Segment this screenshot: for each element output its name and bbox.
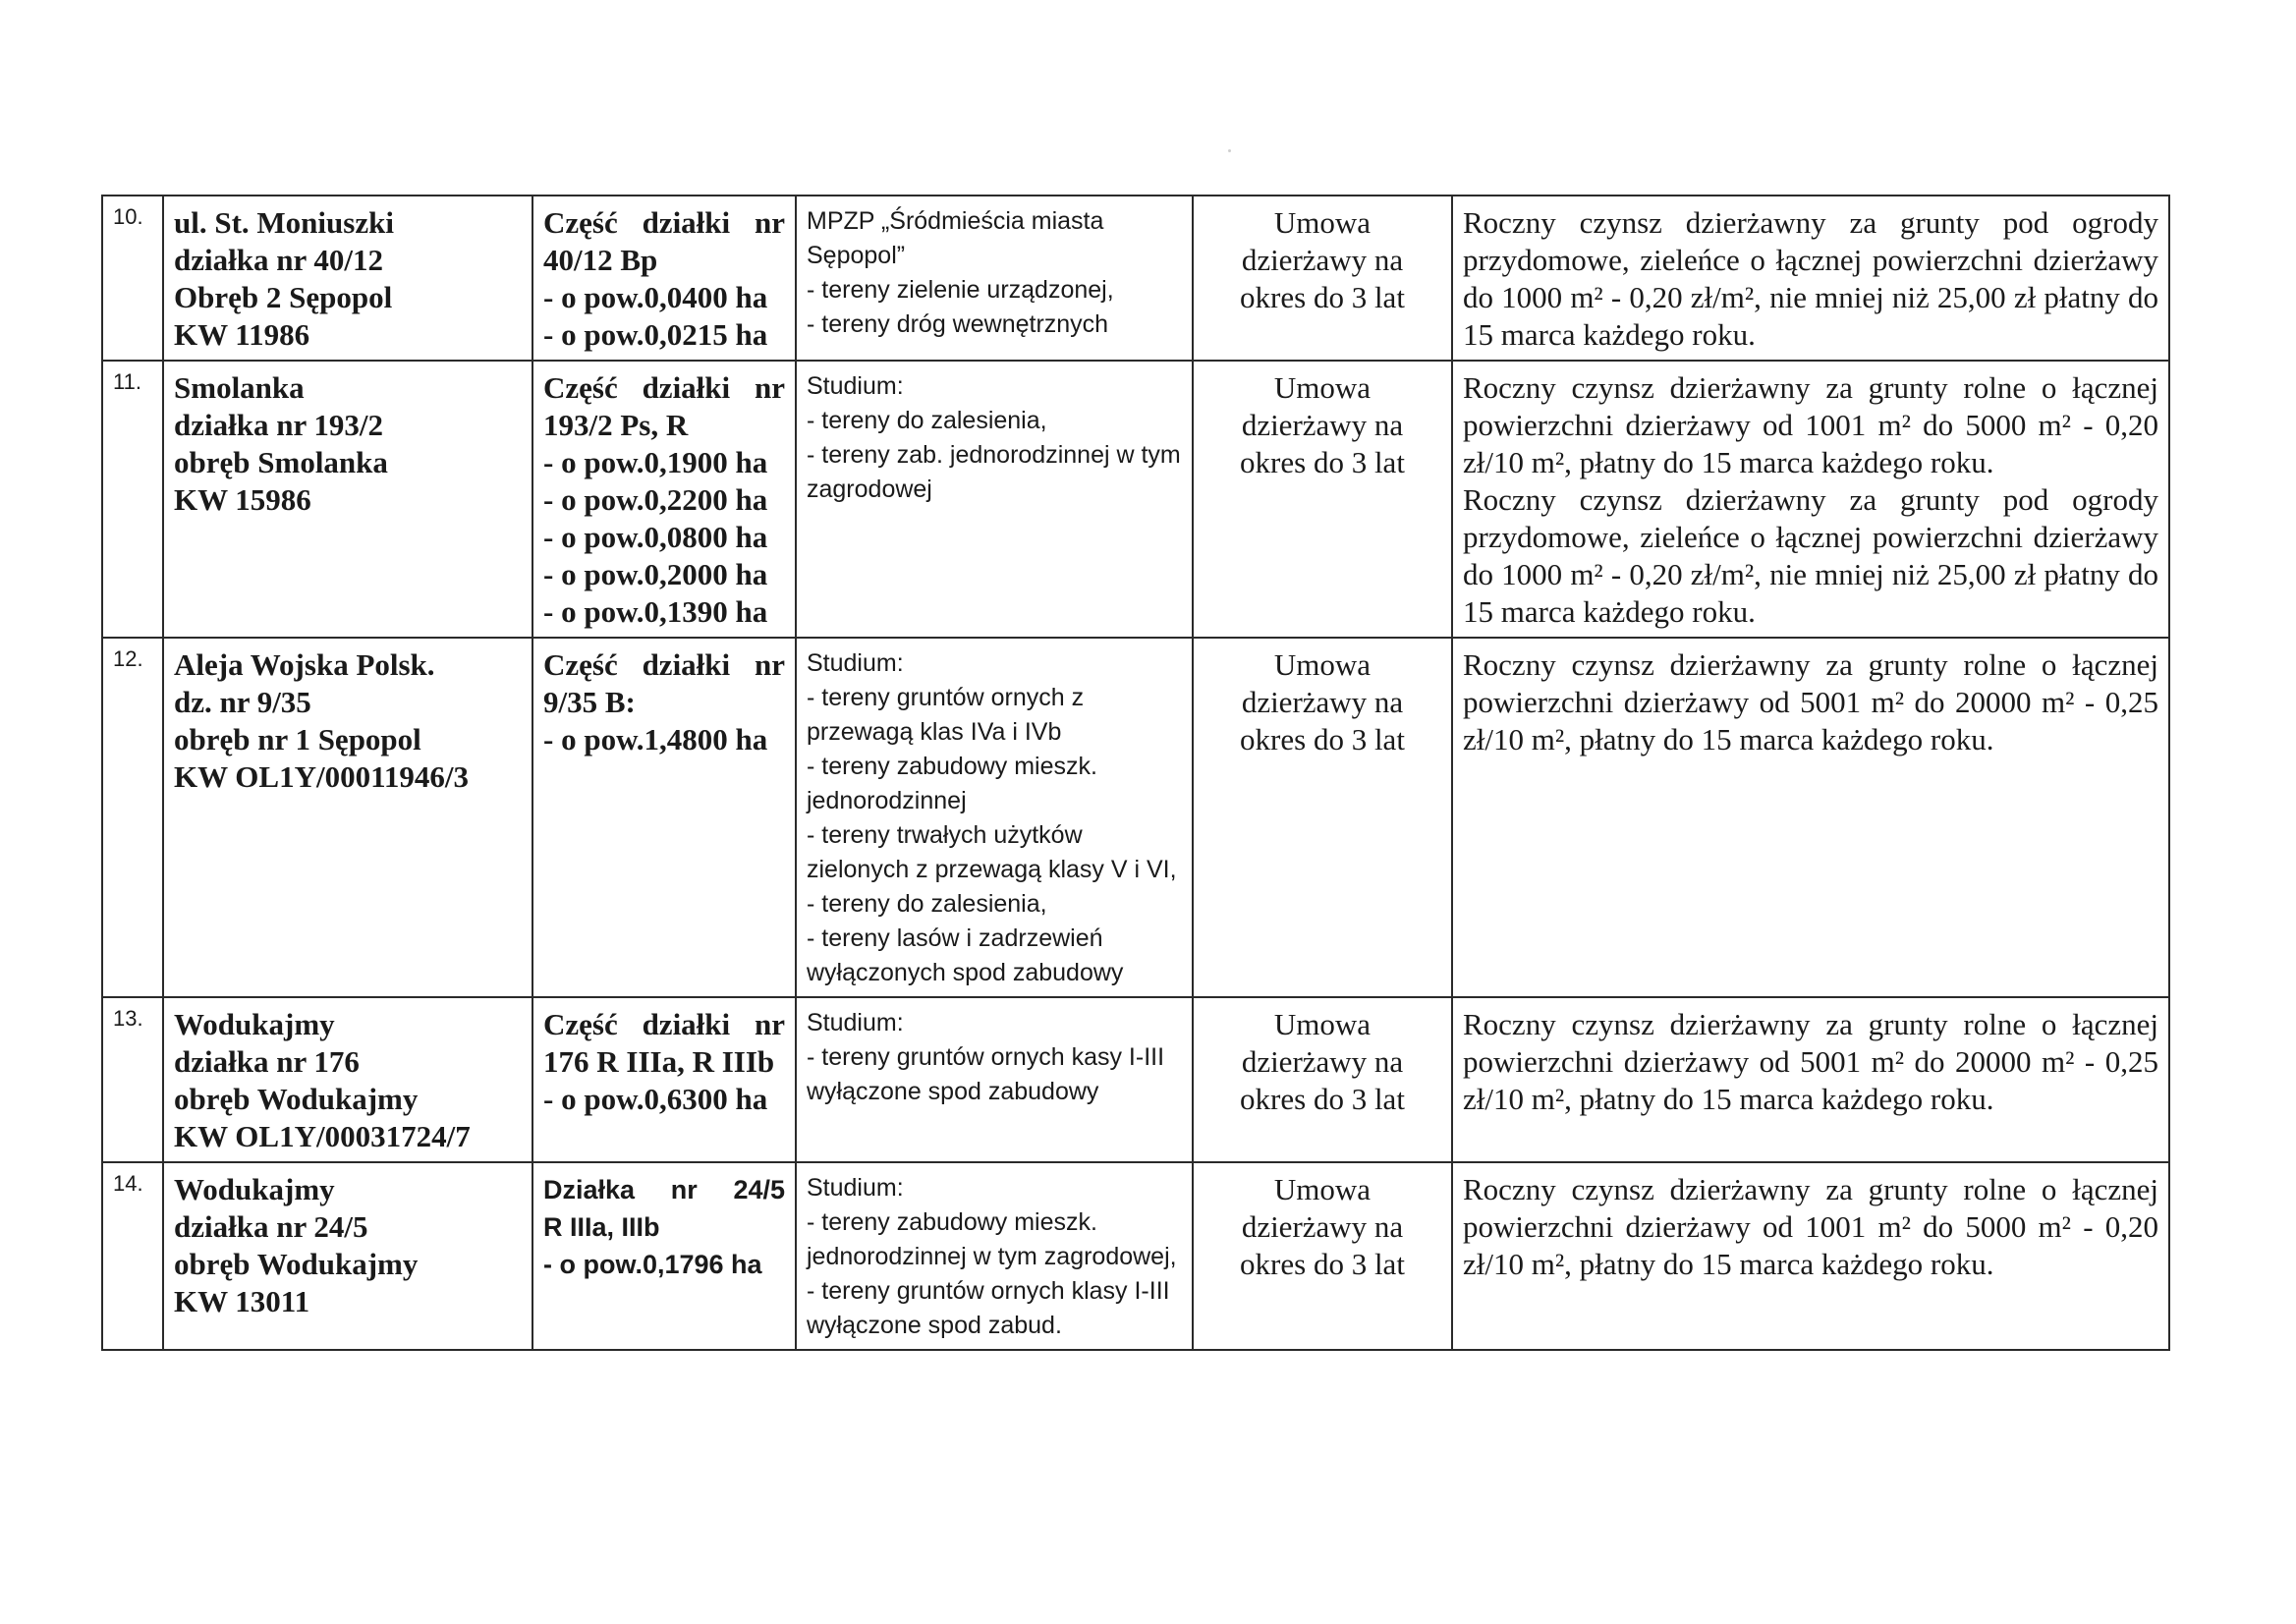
planning-line: Studium: (807, 1009, 904, 1036)
rent-cell (1452, 1162, 2169, 1350)
contract-cell (1193, 1162, 1452, 1350)
planning-line: Studium: (807, 649, 904, 677)
planning-cell (796, 1162, 1193, 1350)
contract-cell (1193, 997, 1452, 1162)
planning-line: - tereny lasów i zadrzewień wyłączonych spod zabudowy (807, 924, 1124, 986)
planning-line: Studium: (807, 1174, 904, 1202)
parcel-part-heading (543, 1171, 785, 1208)
parcel-heading-word: Część (543, 205, 618, 240)
location-line: obręb Wodukajmy (174, 1082, 419, 1116)
parcel-part-heading (543, 646, 785, 684)
planning-cell (796, 196, 1193, 361)
location-line: Smolanka (174, 370, 305, 405)
table-row (102, 638, 2169, 997)
parcel-area-line: - o pow.0,1390 ha (543, 594, 768, 629)
parcel-part-cell (532, 997, 796, 1162)
parcel-part-heading (543, 1006, 785, 1043)
location-line: dz. nr 9/35 (174, 685, 311, 719)
rent-paragraph: Roczny czynsz dzierżawny za grunty pod ogrody przydomowe, zieleńce o łącznej powierzchni dzierżawy do 1000 m² - 0,20 zł/m², nie mniej niż 25,00 zł płatny do 15 marca każdego roku. (1463, 482, 2158, 629)
planning-line: - tereny zielenie urządzonej, (807, 276, 1114, 304)
contract-cell (1193, 196, 1452, 361)
row-number-cell (102, 638, 163, 997)
parcel-area-line: - o pow.1,4800 ha (543, 722, 768, 756)
rent-cell (1452, 361, 2169, 638)
contract-line: Umowa (1273, 647, 1372, 682)
row-number: 11. (113, 369, 141, 394)
contract-line: dzierżawy na (1241, 408, 1404, 442)
parcel-heading-word: działki (642, 370, 731, 405)
location-line: Wodukajmy (174, 1007, 335, 1041)
planning-line: - tereny trwałych użytków zielonych z przewagą klasy V i VI, (807, 821, 1177, 883)
parcel-heading-word: Działka (543, 1175, 636, 1204)
lease-table-body (102, 196, 2169, 1350)
rent-paragraph: Roczny czynsz dzierżawny za grunty rolne o łącznej powierzchni dzierżawy od 5001 m² do 20000 m² - 0,25 zł/10 m², płatny do 15 marca każdego roku. (1463, 647, 2158, 756)
parcel-part-cell (532, 1162, 796, 1350)
parcel-heading-word: 24/5 (733, 1175, 785, 1204)
contract-cell (1193, 638, 1452, 997)
planning-line: - tereny zab. jednorodzinnej w tym zagrodowej (807, 441, 1181, 503)
location-line: KW OL1Y/00031724/7 (174, 1119, 471, 1153)
planning-line: MPZP „Śródmieścia miasta Sępopol” (807, 207, 1104, 269)
contract-line: okres do 3 lat (1240, 1247, 1405, 1281)
parcel-part-cell (532, 638, 796, 997)
parcel-heading-word: działki (642, 1007, 731, 1041)
rent-cell (1452, 997, 2169, 1162)
row-number-cell (102, 196, 163, 361)
parcel-area-line: - o pow.0,1900 ha (543, 445, 768, 479)
contract-line: Umowa (1273, 1007, 1372, 1041)
location-line: obręb Wodukajmy (174, 1247, 419, 1281)
location-cell (163, 196, 532, 361)
location-line: ul. St. Moniuszki (174, 205, 394, 240)
rent-paragraph: Roczny czynsz dzierżawny za grunty rolne o łącznej powierzchni dzierżawy od 1001 m² do 5000 m² - 0,20 zł/10 m², płatny do 15 marca każdego roku. (1463, 370, 2158, 479)
parcel-heading-word: nr (754, 647, 785, 682)
planning-line: - tereny gruntów ornych z przewagą klas IVa i IVb (807, 684, 1085, 746)
rent-paragraph: Roczny czynsz dzierżawny za grunty rolne o łącznej powierzchni dzierżawy od 5001 m² do 20000 m² - 0,25 zł/10 m², płatny do 15 marca każdego roku. (1463, 1007, 2158, 1116)
contract-line: Umowa (1273, 205, 1372, 240)
contract-line: dzierżawy na (1241, 1044, 1404, 1079)
planning-line: - tereny zabudowy mieszk. jednorodzinnej w tym zagrodowej, (807, 1208, 1177, 1270)
row-number: 12. (113, 646, 143, 671)
row-number: 14. (113, 1171, 143, 1196)
location-line: działka nr 24/5 (174, 1209, 368, 1244)
parcel-heading-word: nr (754, 370, 785, 405)
parcel-heading-word: nr (670, 1175, 698, 1204)
contract-line: Umowa (1273, 1172, 1372, 1206)
parcel-heading-word: nr (754, 1007, 785, 1041)
parcel-heading-word: działki (642, 647, 731, 682)
contract-line: okres do 3 lat (1240, 280, 1405, 314)
location-line: KW 13011 (174, 1284, 310, 1318)
parcel-area-line: - o pow.0,0800 ha (543, 520, 768, 554)
contract-line: dzierżawy na (1241, 1209, 1404, 1244)
location-line: Aleja Wojska Polsk. (174, 647, 435, 682)
parcel-heading-word: nr (754, 205, 785, 240)
location-cell (163, 361, 532, 638)
contract-line: Umowa (1273, 370, 1372, 405)
row-number-cell (102, 1162, 163, 1350)
planning-cell (796, 638, 1193, 997)
location-line: KW OL1Y/00011946/3 (174, 759, 469, 794)
parcel-heading-word: Część (543, 370, 618, 405)
parcel-area-line: 193/2 Ps, R (543, 408, 689, 442)
parcel-area-line: - o pow.0,0215 ha (543, 317, 768, 352)
parcel-area-line: 9/35 B: (543, 685, 636, 719)
planning-line: - tereny do zalesienia, (807, 890, 1047, 918)
contract-line: okres do 3 lat (1240, 722, 1405, 756)
planning-cell (796, 361, 1193, 638)
table-row (102, 1162, 2169, 1350)
parcel-part-cell (532, 361, 796, 638)
contract-line: dzierżawy na (1241, 685, 1404, 719)
location-line: działka nr 193/2 (174, 408, 384, 442)
planning-cell (796, 997, 1193, 1162)
parcel-area-line: - o pow.0,0400 ha (543, 280, 768, 314)
rent-cell (1452, 196, 2169, 361)
location-line: działka nr 40/12 (174, 243, 384, 277)
parcel-area-line: - o pow.0,2200 ha (543, 482, 768, 517)
scan-speck (1228, 149, 1231, 152)
contract-line: dzierżawy na (1241, 243, 1404, 277)
location-cell (163, 997, 532, 1162)
parcel-area-line: R IIIa, IIIb (543, 1212, 660, 1242)
row-number: 10. (113, 204, 143, 229)
parcel-area-line: 40/12 Bp (543, 243, 658, 277)
lease-table (101, 195, 2170, 1351)
row-number-cell (102, 361, 163, 638)
parcel-heading-word: działki (642, 205, 731, 240)
parcel-heading-word: Część (543, 647, 618, 682)
parcel-area-line: - o pow.0,2000 ha (543, 557, 768, 591)
table-row (102, 361, 2169, 638)
parcel-area-line: - o pow.0,6300 ha (543, 1082, 768, 1116)
planning-line: - tereny gruntów ornych kasy I-III wyłączone spod zabudowy (807, 1043, 1165, 1105)
planning-line: Studium: (807, 372, 904, 400)
location-cell (163, 638, 532, 997)
location-line: obręb Smolanka (174, 445, 388, 479)
parcel-part-heading (543, 369, 785, 407)
location-line: obręb nr 1 Sępopol (174, 722, 421, 756)
location-line: Wodukajmy (174, 1172, 335, 1206)
planning-line: - tereny do zalesienia, (807, 407, 1047, 434)
parcel-area-line: 176 R IIIa, R IIIb (543, 1044, 775, 1079)
location-line: KW 15986 (174, 482, 311, 517)
parcel-area-line: - o pow.0,1796 ha (543, 1250, 762, 1279)
contract-cell (1193, 361, 1452, 638)
parcel-heading-word: Część (543, 1007, 618, 1041)
location-cell (163, 1162, 532, 1350)
planning-line: - tereny gruntów ornych klasy I-III wyłączone spod zabud. (807, 1277, 1170, 1339)
contract-line: okres do 3 lat (1240, 445, 1405, 479)
planning-line: - tereny zabudowy mieszk. jednorodzinnej (807, 753, 1097, 814)
rent-cell (1452, 638, 2169, 997)
contract-line: okres do 3 lat (1240, 1082, 1405, 1116)
table-row (102, 997, 2169, 1162)
location-line: KW 11986 (174, 317, 310, 352)
rent-paragraph: Roczny czynsz dzierżawny za grunty pod ogrody przydomowe, zieleńce o łącznej powierzchni dzierżawy do 1000 m² - 0,20 zł/m², nie mniej niż 25,00 zł płatny do 15 marca każdego roku. (1463, 205, 2158, 352)
planning-line: - tereny dróg wewnętrznych (807, 310, 1109, 338)
row-number: 13. (113, 1006, 143, 1031)
rent-paragraph: Roczny czynsz dzierżawny za grunty rolne o łącznej powierzchni dzierżawy od 1001 m² do 5000 m² - 0,20 zł/10 m², płatny do 15 marca każdego roku. (1463, 1172, 2158, 1281)
table-row (102, 196, 2169, 361)
parcel-part-heading (543, 204, 785, 242)
location-line: działka nr 176 (174, 1044, 360, 1079)
location-line: Obręb 2 Sępopol (174, 280, 393, 314)
parcel-part-cell (532, 196, 796, 361)
row-number-cell (102, 997, 163, 1162)
